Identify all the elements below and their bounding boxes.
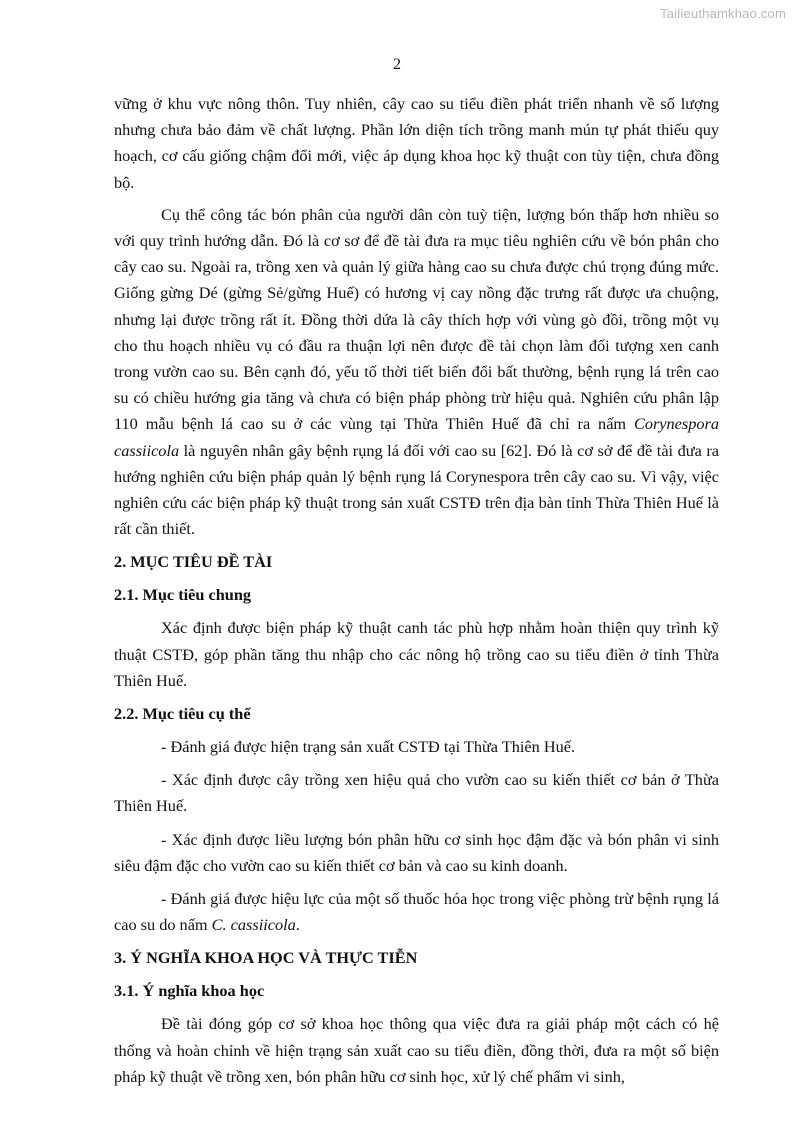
paragraph-context-text-2: là nguyên nhân gây bệnh rụng lá đối với cao su [62]. Đó là cơ sở để đề tài đưa ra hướng nghiên cứu biện pháp quản lý bệnh rụng lá Corynespora trên cây cao su. Vì vậy, việc nghiên cứu các biện pháp kỹ thuật trong sản xuất CSTĐ trên địa bàn tỉnh Thừa Thiên Huế là rất cần thiết.: [114, 440, 719, 539]
species-abbrev: C. cassiicola: [211, 915, 296, 935]
watermark: Tailieuthamkhao.com: [660, 6, 786, 21]
document-body: [114, 91, 719, 1097]
paragraph-context: [114, 202, 719, 543]
section-heading-objectives: 2. MỤC TIÊU ĐỀ TÀI: [114, 552, 273, 572]
objective-item-text: - Đánh giá được hiệu lực của một số thuốc hóa học trong việc phòng trừ bệnh rụng lá cao su do nấm: [114, 889, 719, 935]
scientific-significance-text: Đề tài đóng góp cơ sở khoa học thông qua việc đưa ra giải pháp một cách có hệ thống và hoàn chỉnh về hiện trạng sản xuất cao su tiểu điền, đồng thời, đưa ra một số biện pháp kỹ thuật về trồng xen, bón phân hữu cơ sinh học, xử lý chế phẩm vi sinh,: [114, 1014, 719, 1086]
objective-item-end: .: [295, 915, 300, 935]
objective-item: [114, 886, 719, 938]
objective-item: - Đánh giá được hiện trạng sản xuất CSTĐ tại Thừa Thiên Huế.: [161, 737, 576, 757]
section-heading-significance: 3. Ý NGHĨA KHOA HỌC VÀ THỰC TIỄN: [114, 948, 418, 968]
subsection-heading-scientific-significance: 3.1. Ý nghĩa khoa học: [114, 981, 265, 1001]
paragraph-intro-continued: vững ở khu vực nông thôn. Tuy nhiên, cây cao su tiểu điền phát triển nhanh về số lượng nhưng chưa bảo đảm về chất lượng. Phần lớn diện tích trồng manh mún tự phát thiếu quy hoạch, cơ cấu giống chậm đổi mới, việc áp dụng khoa học kỹ thuật con tùy tiện, chưa đồng bộ.: [114, 94, 719, 192]
objective-item: - Xác định được cây trồng xen hiệu quả cho vườn cao su kiến thiết cơ bản ở Thừa Thiên Huế.: [114, 770, 719, 816]
objective-item: - Xác định được liều lượng bón phân hữu cơ sinh học đậm đặc và bón phân vi sinh siêu đậm đặc cho vườn cao su kiến thiết cơ bản và cao su kinh doanh.: [114, 829, 719, 875]
subsection-heading-specific-objectives: 2.2. Mục tiêu cụ thể: [114, 704, 251, 724]
species-name: Corynespora cassiicola: [114, 414, 719, 460]
subsection-heading-general-objective: 2.1. Mục tiêu chung: [114, 585, 252, 605]
paragraph-context-text-1: Cụ thể công tác bón phân của người dân còn tuỳ tiện, lượng bón thấp hơn nhiều so với quy trình hướng dẫn. Đó là cơ sơ để đề tài đưa ra mục tiêu nghiên cứu về bón phân cho cây cao su. Ngoài ra, trồng xen và quản lý giữa hàng cao su chưa được chú trọng đúng mức. Giống gừng Dé (gừng Sẻ/gừng Huế) có hương vị cay nồng đặc trưng rất được ưa chuộng, nhưng lại được trồng rất ít. Đồng thời dứa là cây thích hợp với vùng gò đồi, trồng một vụ cho thu hoạch nhiều vụ có đầu ra thuận lợi nên được đề tài chọn làm đối tượng xen canh trong vườn cao su. Bên cạnh đó, yếu tố thời tiết biến đổi bất thường, bệnh rụng lá trên cao su có chiều hướng gia tăng và chưa có biện pháp phòng trừ hiệu quả. Nghiên cứu phân lập 110 mẫu bệnh lá cao su ở các vùng tại Thừa Thiên Huế đã chỉ ra nấm: [114, 204, 719, 434]
general-objective-text: Xác định được biện pháp kỹ thuật canh tác phù hợp nhằm hoàn thiện quy trình kỹ thuật CSTĐ, góp phần tăng thu nhập cho các nông hộ trồng cao su tiểu điền ở tỉnh Thừa Thiên Huế.: [114, 618, 719, 690]
page-number: 2: [393, 56, 401, 73]
